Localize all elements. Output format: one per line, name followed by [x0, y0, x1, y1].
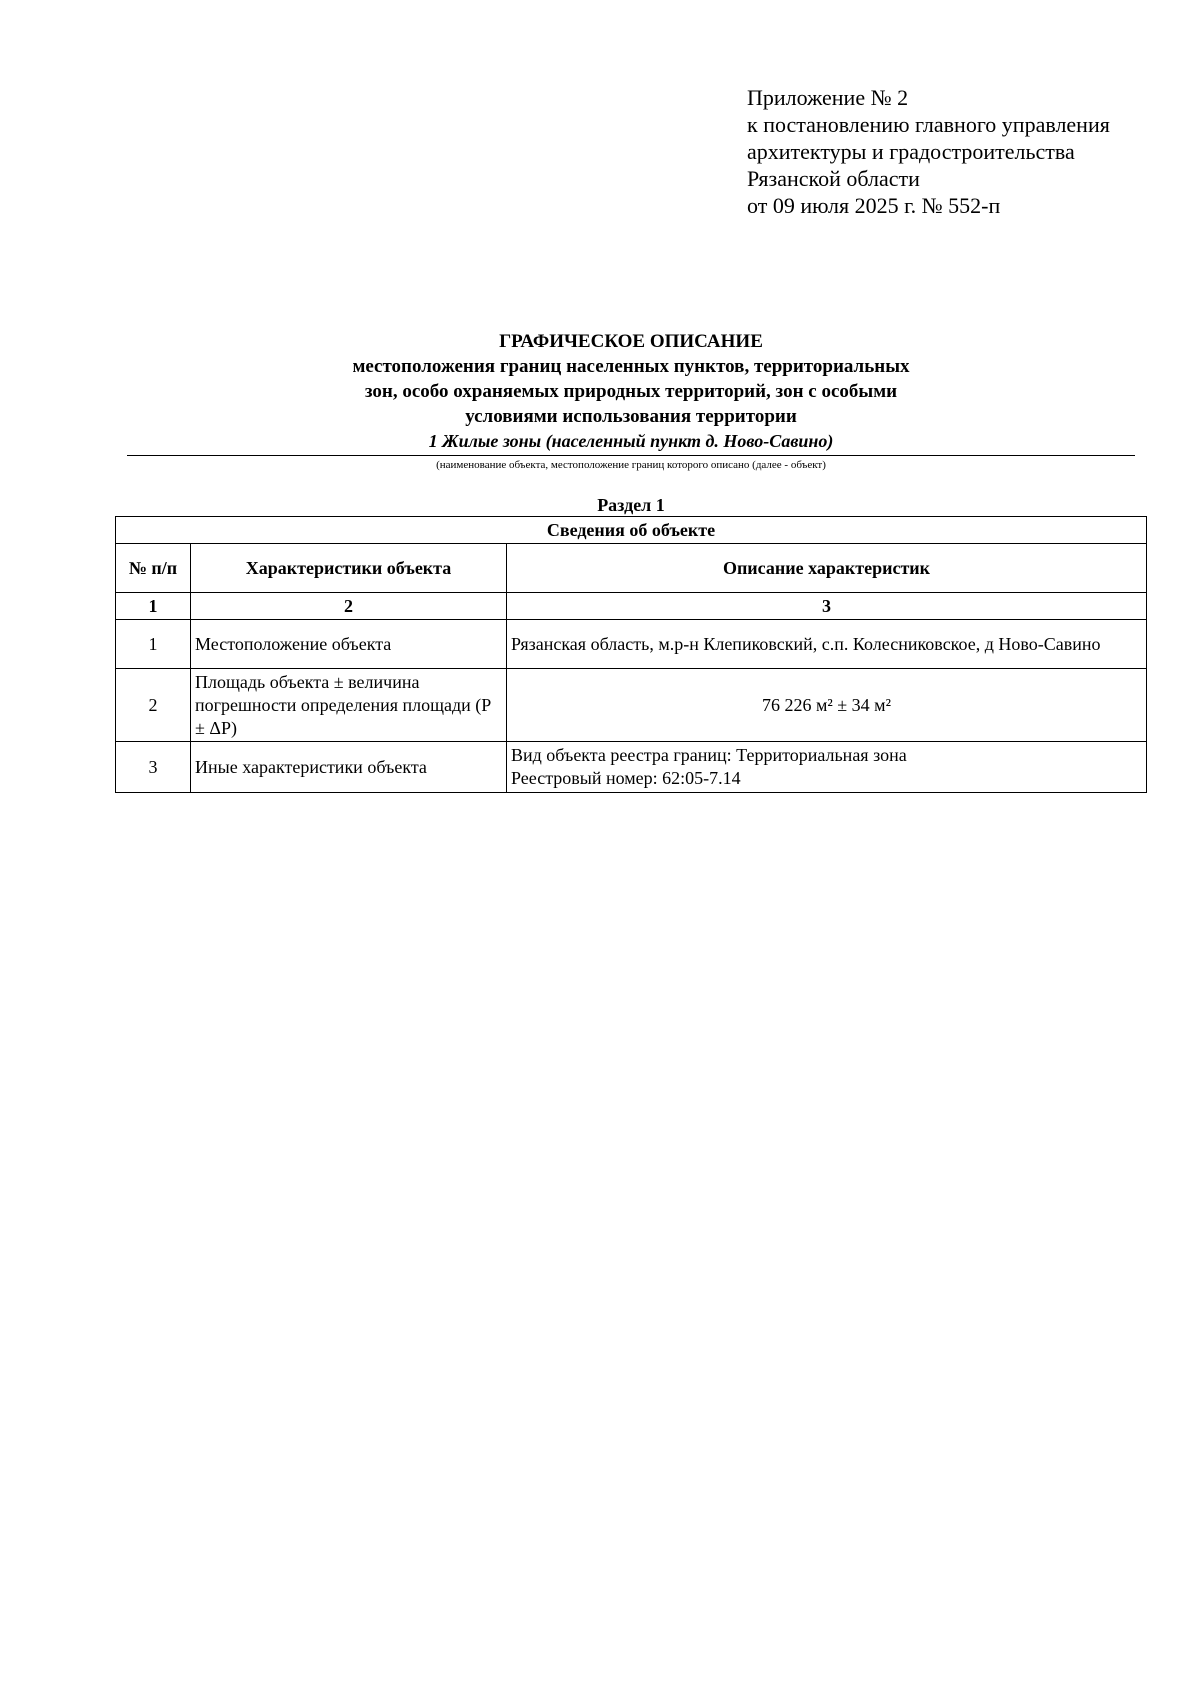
appendix-line: архитектуры и градостроительства	[747, 139, 1075, 164]
document-title-block	[127, 329, 1135, 473]
table-row	[116, 620, 1147, 669]
header-num: № п/п	[116, 544, 191, 593]
table-index-row	[116, 593, 1147, 620]
row-characteristic: Местоположение объекта	[191, 620, 507, 669]
object-name-caption: (наименование объекта, местоположение границ которого описано (далее - объект)	[436, 459, 826, 471]
column-index: 3	[507, 593, 1147, 620]
section-title: Раздел 1	[597, 495, 665, 515]
row-description	[507, 620, 1147, 669]
row-description-line: Вид объекта реестра границ: Территориальная зона	[511, 745, 907, 765]
header-description: Описание характеристик	[507, 544, 1147, 593]
column-index: 1	[116, 593, 191, 620]
row-description-line: 76 226 м² ± 34 м²	[762, 694, 891, 715]
document-title: ГРАФИЧЕСКОЕ ОПИСАНИЕ	[499, 331, 763, 352]
table-row	[116, 669, 1147, 742]
row-num: 2	[116, 669, 191, 742]
row-num: 1	[116, 620, 191, 669]
row-description-line: Реестровый номер: 62:05-7.14	[511, 768, 741, 788]
table-caption-row	[116, 517, 1147, 544]
object-name: 1 Жилые зоны (населенный пункт д. Ново-Савино)	[127, 429, 1135, 456]
row-description-line: Рязанская область, м.р-н Клепиковский, с.п. Колесниковское, д Ново-Савино	[511, 633, 1101, 654]
table-header-row	[116, 544, 1147, 593]
appendix-header	[747, 84, 1167, 219]
header-characteristics: Характеристики объекта	[191, 544, 507, 593]
row-characteristic: Иные характеристики объекта	[191, 742, 507, 793]
appendix-line: от 09 июля 2025 г. № 552-п	[747, 193, 1001, 218]
appendix-line: Приложение № 2	[747, 85, 909, 110]
object-info-table	[115, 516, 1147, 793]
table-row	[116, 742, 1147, 793]
table-caption: Сведения об объекте	[116, 517, 1147, 544]
row-description	[507, 742, 1147, 793]
appendix-line: к постановлению главного управления	[747, 112, 1110, 137]
document-subtitle-line: зон, особо охраняемых природных территорий, зон с особыми	[364, 381, 898, 402]
row-description	[507, 669, 1147, 742]
column-index: 2	[191, 593, 507, 620]
document-subtitle-line: местоположения границ населенных пунктов, территориальных	[352, 356, 910, 377]
row-characteristic: Площадь объекта ± величина погрешности определения площади (Р ± ΔР)	[191, 669, 507, 742]
row-num: 3	[116, 742, 191, 793]
appendix-line: Рязанской области	[747, 166, 920, 191]
document-subtitle-line: условиями использования территории	[465, 406, 797, 427]
